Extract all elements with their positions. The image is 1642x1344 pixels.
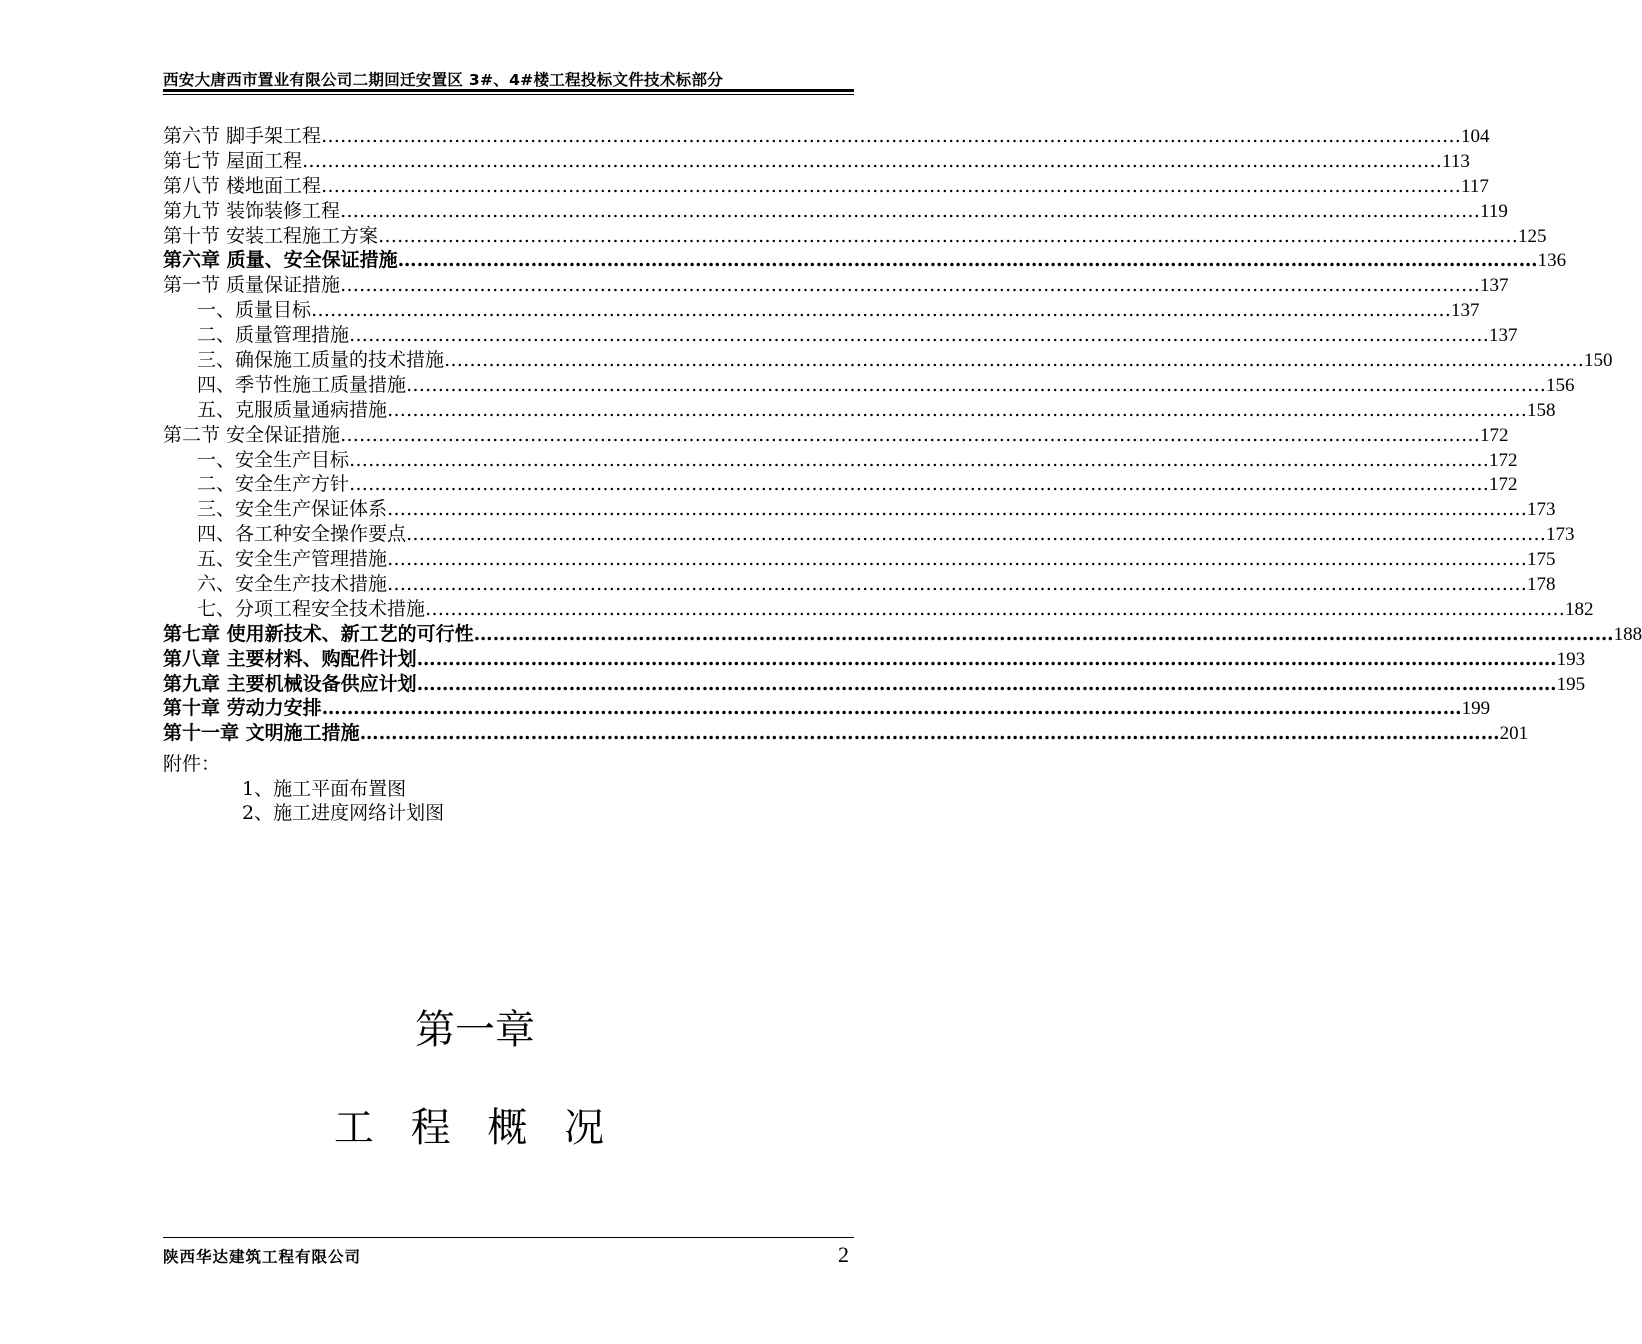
toc-entry [163,124,1490,149]
chapter-number: 第一章 [415,1007,535,1053]
toc-leader-dots: ……………………………………………………………………………………………………………………………………………………………… [387,398,1528,421]
toc-entry-page: 137 [1480,275,1509,297]
toc-entry-label: 第一节 质量保证措施 [163,274,341,297]
toc-entry-page: 201 [1499,723,1529,745]
toc-leader-dots: ……………………………………………………………………………………………………………………………………………………………… [321,174,1462,197]
toc-leader-dots: ……………………………………………………………………………………………………………………………………………………………… [321,697,1462,720]
attachment-item: 1、施工平面布置图 [242,778,407,800]
toc-entry-page: 172 [1489,449,1518,471]
toc-entry-page: 156 [1546,374,1575,396]
toc-leader-dots: ……………………………………………………………………………………………………………………………………………………………… [378,224,1519,247]
toc-entry [163,323,1518,348]
toc-leader-dots: ……………………………………………………………………………………………………………………………………………………………… [340,423,1481,446]
toc-entry-label: 第六章 质量、安全保证措施 [163,249,398,272]
header-rule-thin [163,94,854,95]
toc-leader-dots: ……………………………………………………………………………………………………………………………………………………………… [416,647,1557,670]
toc-entry [163,448,1518,473]
toc-entry [163,696,1491,721]
toc-entry-label: 第二节 安全保证措施 [163,423,341,446]
toc-entry-page: 113 [1442,150,1470,172]
toc-entry-label: 第七章 使用新技术、新工艺的可行性 [163,622,474,645]
toc-entry-label: 第九章 主要机械设备供应计划 [163,672,417,695]
toc-entry-label: 五、克服质量通病措施 [197,398,388,421]
toc-entry-page: 137 [1451,300,1480,322]
toc-leader-dots: ……………………………………………………………………………………………………………………………………………………………… [416,672,1557,695]
toc-entry-label: 第十节 安装工程施工方案 [163,224,379,247]
toc-entry-page: 172 [1480,424,1509,446]
toc-entry-page: 182 [1565,598,1594,620]
toc-entry [163,348,1613,373]
toc-entry [163,398,1556,423]
toc-leader-dots: ……………………………………………………………………………………………………………………………………………………………… [387,573,1528,596]
toc-entry-label: 五、安全生产管理措施 [197,548,388,571]
toc-entry-label: 第十一章 文明施工措施 [163,722,360,745]
toc-leader-dots: ……………………………………………………………………………………………………………………………………………………………… [311,299,1452,322]
toc-entry-label: 二、质量管理措施 [197,324,350,347]
toc-entry-page: 119 [1480,200,1508,222]
toc-entry [163,298,1480,323]
attachments-label: 附件： [163,753,221,775]
toc-entry [163,373,1575,398]
toc-entry [163,423,1509,448]
toc-entry [163,622,1642,647]
toc-entry [163,472,1518,497]
toc-entry-label: 三、确保施工质量的技术措施 [197,349,445,372]
toc-entry-label: 二、安全生产方针 [197,473,350,496]
toc-leader-dots: ……………………………………………………………………………………………………………………………………………………………… [387,548,1528,571]
chapter-title: 工 程 概 况 [333,1105,617,1151]
toc-entry-page: 136 [1537,250,1567,272]
toc-entry-label: 第十章 劳动力安排 [163,697,322,720]
attachment-item: 2、施工进度网络计划图 [242,802,445,824]
toc-entry-label: 第七节 屋面工程 [163,149,303,172]
toc-entry-label: 三、安全生产保证体系 [197,498,388,521]
toc-entry-page: 175 [1527,549,1556,571]
toc-entry [163,647,1586,672]
toc-entry [163,522,1575,547]
toc-leader-dots: ……………………………………………………………………………………………………………………………………………………………… [340,199,1481,222]
toc-leader-dots: ……………………………………………………………………………………………………………………………………………………………… [473,622,1614,645]
toc-leader-dots: ……………………………………………………………………………………………………………………………………………………………… [349,473,1490,496]
toc-entry-label: 七、分项工程安全技术措施 [197,597,426,620]
toc-entry [163,149,1470,174]
toc-entry-label: 一、安全生产目标 [197,448,350,471]
toc-entry-page: 117 [1461,175,1489,197]
toc-entry [163,547,1556,572]
table-of-contents [163,124,1642,746]
toc-entry-page: 178 [1527,574,1556,596]
toc-leader-dots: ……………………………………………………………………………………………………………………………………………………………… [359,722,1500,745]
toc-entry-page: 125 [1518,225,1547,247]
toc-leader-dots: ……………………………………………………………………………………………………………………………………………………………… [406,373,1547,396]
toc-leader-dots: ……………………………………………………………………………………………………………………………………………………………… [349,448,1490,471]
document-header-title: 西安大唐西市置业有限公司二期回迁安置区 3#、4#楼工程投标文件技术标部分 [163,71,724,89]
toc-leader-dots: ……………………………………………………………………………………………………………………………………………………………… [406,523,1547,546]
toc-entry-page: 193 [1556,648,1586,670]
toc-leader-dots: ……………………………………………………………………………………………………………………………………………………………… [425,597,1566,620]
toc-entry [163,497,1556,522]
toc-entry [163,224,1547,249]
toc-entry [163,597,1594,622]
toc-entry-page: 104 [1461,126,1490,147]
toc-entry-page: 173 [1527,499,1556,521]
toc-entry-label: 第九节 装饰装修工程 [163,199,341,222]
toc-leader-dots: ……………………………………………………………………………………………………………………………………………………………… [321,125,1462,147]
toc-entry [163,572,1556,597]
toc-entry-page: 150 [1584,350,1613,372]
page-number: 2 [838,1242,849,1267]
toc-entry [163,672,1586,697]
toc-entry-label: 六、安全生产技术措施 [197,573,388,596]
footer-company-name: 陕西华达建筑工程有限公司 [163,1248,362,1266]
toc-entry-label: 第八节 楼地面工程 [163,174,322,197]
toc-entry-label: 四、季节性施工质量措施 [197,373,407,396]
toc-entry-page: 188 [1613,623,1642,645]
toc-leader-dots: ……………………………………………………………………………………………………………………………………………………………… [387,498,1528,521]
toc-entry [163,199,1508,224]
toc-entry-label: 四、各工种安全操作要点 [197,523,407,546]
toc-leader-dots: ……………………………………………………………………………………………………………………………………………………………… [349,324,1490,347]
toc-leader-dots: ……………………………………………………………………………………………………………………………………………………………… [444,349,1585,372]
toc-entry-page: 199 [1461,698,1491,720]
toc-leader-dots: ……………………………………………………………………………………………………………………………………………………………… [302,149,1443,172]
toc-entry-page: 158 [1527,399,1556,421]
toc-entry [163,248,1567,273]
toc-entry-page: 172 [1489,474,1518,496]
toc-entry-page: 173 [1546,524,1575,546]
toc-entry-label: 一、质量目标 [197,299,312,322]
header-rule-thick [163,89,854,92]
toc-leader-dots: ……………………………………………………………………………………………………………………………………………………………… [340,274,1481,297]
toc-entry [163,721,1529,746]
toc-entry [163,273,1509,298]
toc-leader-dots: ……………………………………………………………………………………………………………………………………………………………… [397,249,1538,272]
toc-entry-label: 第八章 主要材料、购配件计划 [163,647,417,670]
footer-rule [163,1237,854,1238]
toc-entry-label: 第六节 脚手架工程 [163,125,322,147]
toc-entry-page: 137 [1489,325,1518,347]
toc-entry-page: 195 [1556,673,1586,695]
toc-entry [163,174,1489,199]
